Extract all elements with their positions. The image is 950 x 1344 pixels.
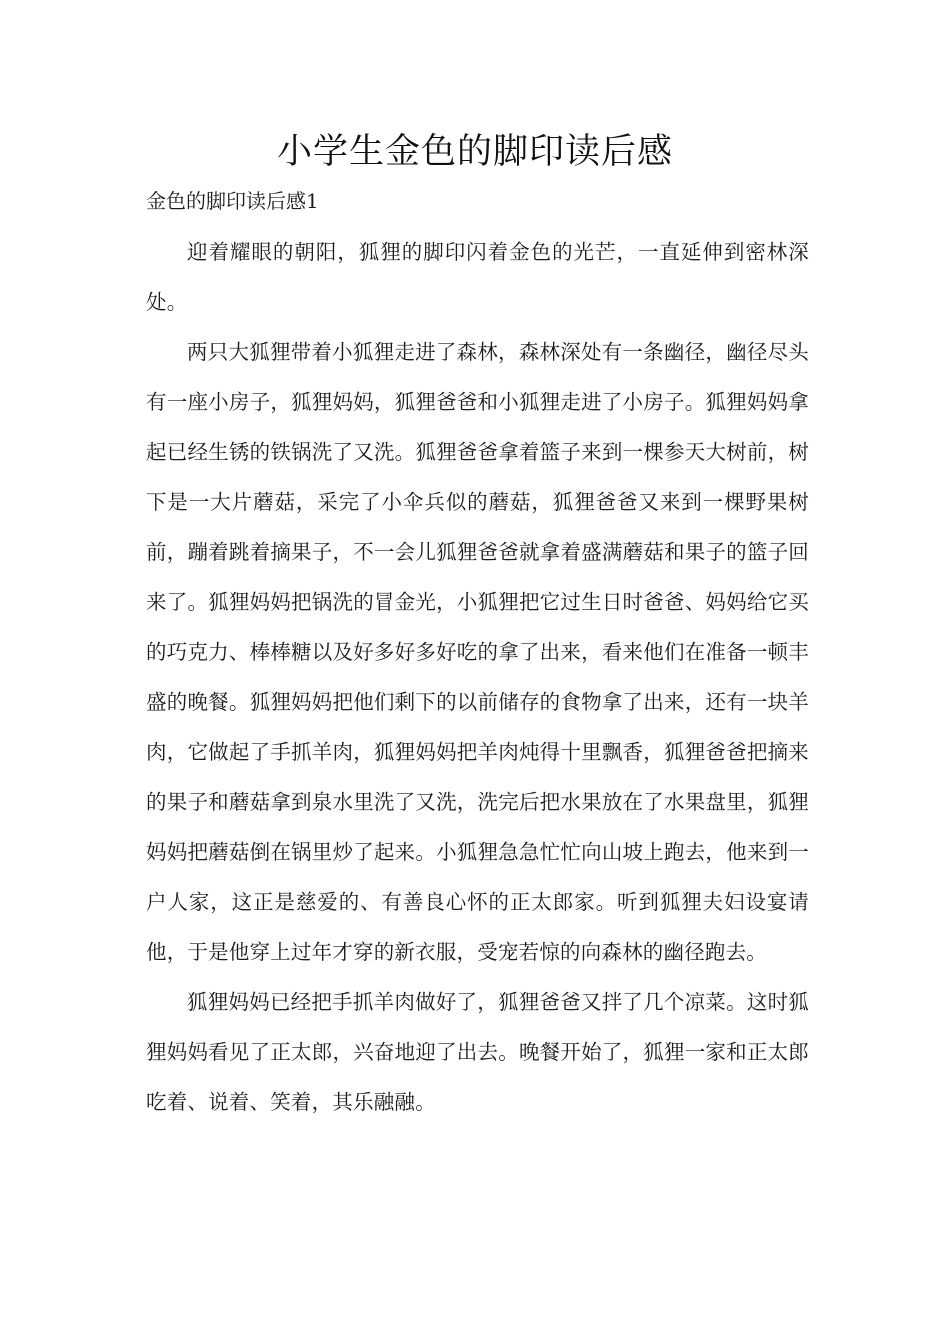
document-body [146,227,809,1127]
section-subtitle: 金色的脚印读后感1 [146,189,319,213]
document-title: 小学生金色的脚印读后感 [276,132,673,172]
paragraph-1: 迎着耀眼的朝阳，狐狸的脚印闪着金色的光芒，一直延伸到密林深处。 [146,240,809,314]
paragraph-2: 两只大狐狸带着小狐狸走进了森林，森林深处有一条幽径，幽径尽头有一座小房子，狐狸妈妈，狐狸爸爸和小狐狸走进了小房子。狐狸妈妈拿起已经生锈的铁锅洗了又洗。狐狸爸爸拿着篮子来到一棵参天大树前，树下是一大片蘑菇，采完了小伞兵似的蘑菇，狐狸爸爸又来到一棵野果树前，蹦着跳着摘果子，不一会儿狐狸爸爸就拿着盛满蘑菇和果子的篮子回来了。狐狸妈妈把锅洗的冒金光，小狐狸把它过生日时爸爸、妈妈给它买的巧克力、棒棒糖以及好多好多好吃的拿了出来，看来他们在准备一顿丰盛的晚餐。狐狸妈妈把他们剩下的以前储存的食物拿了出来，还有一块羊肉，它做起了手抓羊肉，狐狸妈妈把羊肉炖得十里飘香，狐狸爸爸把摘来的果子和蘑菇拿到泉水里洗了又洗，洗完后把水果放在了水果盘里，狐狸妈妈把蘑菇倒在锅里炒了起来。小狐狸急急忙忙向山坡上跑去，他来到一户人家，这正是慈爱的、有善良心怀的正太郎家。听到狐狸夫妇设宴请他，于是他穿上过年才穿的新衣服，受宠若惊的向森林的幽径跑去。 [146,340,809,964]
paragraph-3: 狐狸妈妈已经把手抓羊肉做好了，狐狸爸爸又拌了几个凉菜。这时狐狸妈妈看见了正太郎，兴奋地迎了出去。晚餐开始了，狐狸一家和正太郎吃着、说着、笑着，其乐融融。 [146,990,809,1114]
